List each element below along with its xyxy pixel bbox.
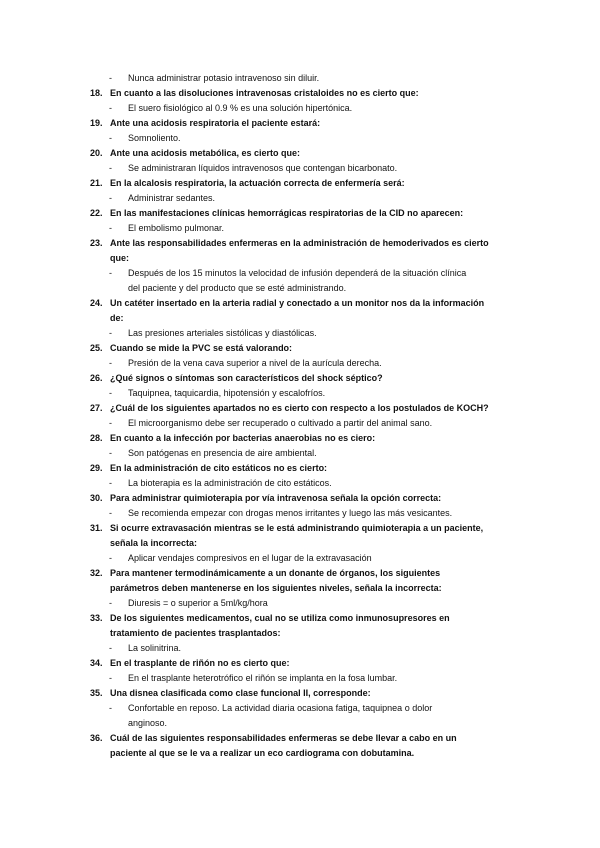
question-text: En las manifestaciones clínicas hemorrágicas respiratorias de la CID no aparecen: [110,208,464,218]
question-text: parámetros deben mantenerse en los siguientes niveles, señala la incorrecta: [110,583,442,593]
question-line [0,296,600,311]
answer-line [0,476,600,491]
question-text: En la administración de cito estáticos no es cierto: [110,463,328,473]
answer-dash: - [109,703,112,713]
question-text: En cuanto a las disoluciones intravenosas cristaloides no es cierto que: [110,88,419,98]
answer-text: La bioterapia es la administración de cito estáticos. [128,478,332,488]
question-line [0,86,600,101]
question-number: 34. [90,658,103,668]
question-number: 20. [90,148,103,158]
answer-text: Confortable en reposo. La actividad diaria ocasiona fatiga, taquipnea o dolor [128,703,433,713]
question-line-continued [0,536,600,551]
question-line [0,611,600,626]
answer-line [0,641,600,656]
answer-line [0,221,600,236]
question-number: 21. [90,178,103,188]
question-line [0,146,600,161]
question-number: 33. [90,613,103,623]
answer-line [0,416,600,431]
answer-dash: - [109,223,112,233]
question-number: 25. [90,343,103,353]
answer-dash: - [109,448,112,458]
question-text: Ante una acidosis metabólica, es cierto que: [110,148,301,158]
answer-dash: - [109,553,112,563]
answer-line [0,191,600,206]
answer-text: Taquipnea, taquicardia, hipotensión y escalofríos. [128,388,326,398]
answer-dash: - [109,73,112,83]
question-text: ¿Qué signos o síntomas son característicos del shock séptico? [110,373,383,383]
answer-line [0,446,600,461]
answer-text: Son patógenas en presencia de aire ambiental. [128,448,317,458]
answer-line [0,356,600,371]
question-text: que: [110,253,129,263]
answer-line [0,386,600,401]
question-line-continued [0,581,600,596]
question-text: Si ocurre extravasación mientras se le está administrando quimioterapia a un paciente, [110,523,484,533]
question-text: Un catéter insertado en la arteria radial y conectado a un monitor nos da la información [110,298,485,308]
answer-text: La solinitrina. [128,643,182,653]
answer-text: El suero fisiológico al 0.9 % es una solución hipertónica. [128,103,353,113]
question-line [0,731,600,746]
answer-text: En el trasplante heterotrófico el riñón se implanta en la fosa lumbar. [128,673,398,683]
answer-line-continued [0,716,600,731]
question-number: 24. [90,298,103,308]
question-line [0,491,600,506]
question-line [0,431,600,446]
question-line-continued [0,311,600,326]
answer-line [0,671,600,686]
question-text: señala la incorrecta: [110,538,198,548]
answer-line [0,101,600,116]
question-text: Para administrar quimioterapia por vía intravenosa señala la opción correcta: [110,493,442,503]
question-number: 30. [90,493,103,503]
answer-dash: - [109,478,112,488]
answer-dash: - [109,673,112,683]
answer-text: Presión de la vena cava superior a nivel de la aurícula derecha. [128,358,382,368]
question-text: Ante las responsabilidades enfermeras en la administración de hemoderivados es cierto [110,238,489,248]
question-line-continued [0,251,600,266]
question-line [0,236,600,251]
question-number: 29. [90,463,103,473]
question-text: ¿Cuál de los siguientes apartados no es cierto con respecto a los postulados de KOCH? [110,403,489,413]
question-text: En cuanto a la infección por bacterias anaerobias no es ciero: [110,433,376,443]
question-number: 19. [90,118,103,128]
answer-text: Diuresis = o superior a 5ml/kg/hora [128,598,268,608]
answer-dash: - [109,268,112,278]
question-number: 28. [90,433,103,443]
answer-dash: - [109,598,112,608]
answer-text: del paciente y del producto que se esté administrando. [128,283,347,293]
answer-dash: - [109,508,112,518]
question-number: 27. [90,403,103,413]
question-line [0,341,600,356]
answer-dash: - [109,358,112,368]
answer-text: Se administraran líquidos intravenosos que contengan bicarbonato. [128,163,398,173]
question-number: 22. [90,208,103,218]
question-line [0,656,600,671]
question-number: 32. [90,568,103,578]
answer-dash: - [109,388,112,398]
answer-dash: - [109,643,112,653]
answer-text: Nunca administrar potasio intravenoso sin diluir. [128,73,320,83]
question-line-continued [0,746,600,761]
answer-line [0,326,600,341]
answer-text: Después de los 15 minutos la velocidad de infusión dependerá de la situación clínica [128,268,467,278]
question-text: En el trasplante de riñón no es cierto que: [110,658,290,668]
question-list [0,71,600,761]
answer-text: Administrar sedantes. [128,193,216,203]
answer-dash: - [109,133,112,143]
question-text: de: [110,313,124,323]
question-number: 18. [90,88,103,98]
answer-text: El embolismo pulmonar. [128,223,225,233]
answer-text: Aplicar vendajes compresivos en el lugar de la extravasación [128,553,372,563]
answer-text: Se recomienda empezar con drogas menos irritantes y luego las más vesicantes. [128,508,453,518]
question-text: Cuál de las siguientes responsabilidades enfermeras se debe llevar a cabo en un [110,733,457,743]
answer-text: Las presiones arteriales sistólicas y diastólicas. [128,328,317,338]
answer-line [0,266,600,281]
question-text: De los siguientes medicamentos, cual no se utiliza como inmunosupresores en [110,613,450,623]
answer-line [0,131,600,146]
question-line [0,371,600,386]
question-line-continued [0,626,600,641]
answer-line-continued [0,281,600,296]
answer-dash: - [109,328,112,338]
question-line [0,206,600,221]
answer-dash: - [109,193,112,203]
answer-text: Somnoliento. [128,133,181,143]
answer-line [0,71,600,86]
question-line [0,116,600,131]
question-line [0,521,600,536]
question-text: Una disnea clasificada como clase funcional II, corresponde: [110,688,371,698]
answer-dash: - [109,103,112,113]
question-number: 36. [90,733,103,743]
question-number: 26. [90,373,103,383]
question-line [0,401,600,416]
answer-line [0,596,600,611]
question-line [0,686,600,701]
answer-line [0,701,600,716]
question-text: En la alcalosis respiratoria, la actuación correcta de enfermería será: [110,178,405,188]
answer-text: anginoso. [128,718,168,728]
question-line [0,176,600,191]
question-text: tratamiento de pacientes trasplantados: [110,628,281,638]
question-text: Ante una acidosis respiratoria el paciente estará: [110,118,321,128]
question-text: paciente al que se le va a realizar un eco cardiograma con dobutamina. [110,748,415,758]
question-number: 23. [90,238,103,248]
answer-line [0,161,600,176]
answer-line [0,551,600,566]
answer-dash: - [109,418,112,428]
question-text: Cuando se mide la PVC se está valorando: [110,343,293,353]
question-line [0,566,600,581]
answer-line [0,506,600,521]
answer-dash: - [109,163,112,173]
question-line [0,461,600,476]
question-text: Para mantener termodinámicamente a un donante de órganos, los siguientes [110,568,441,578]
answer-text: El microorganismo debe ser recuperado o cultivado a partir del animal sano. [128,418,433,428]
question-number: 31. [90,523,103,533]
question-number: 35. [90,688,103,698]
